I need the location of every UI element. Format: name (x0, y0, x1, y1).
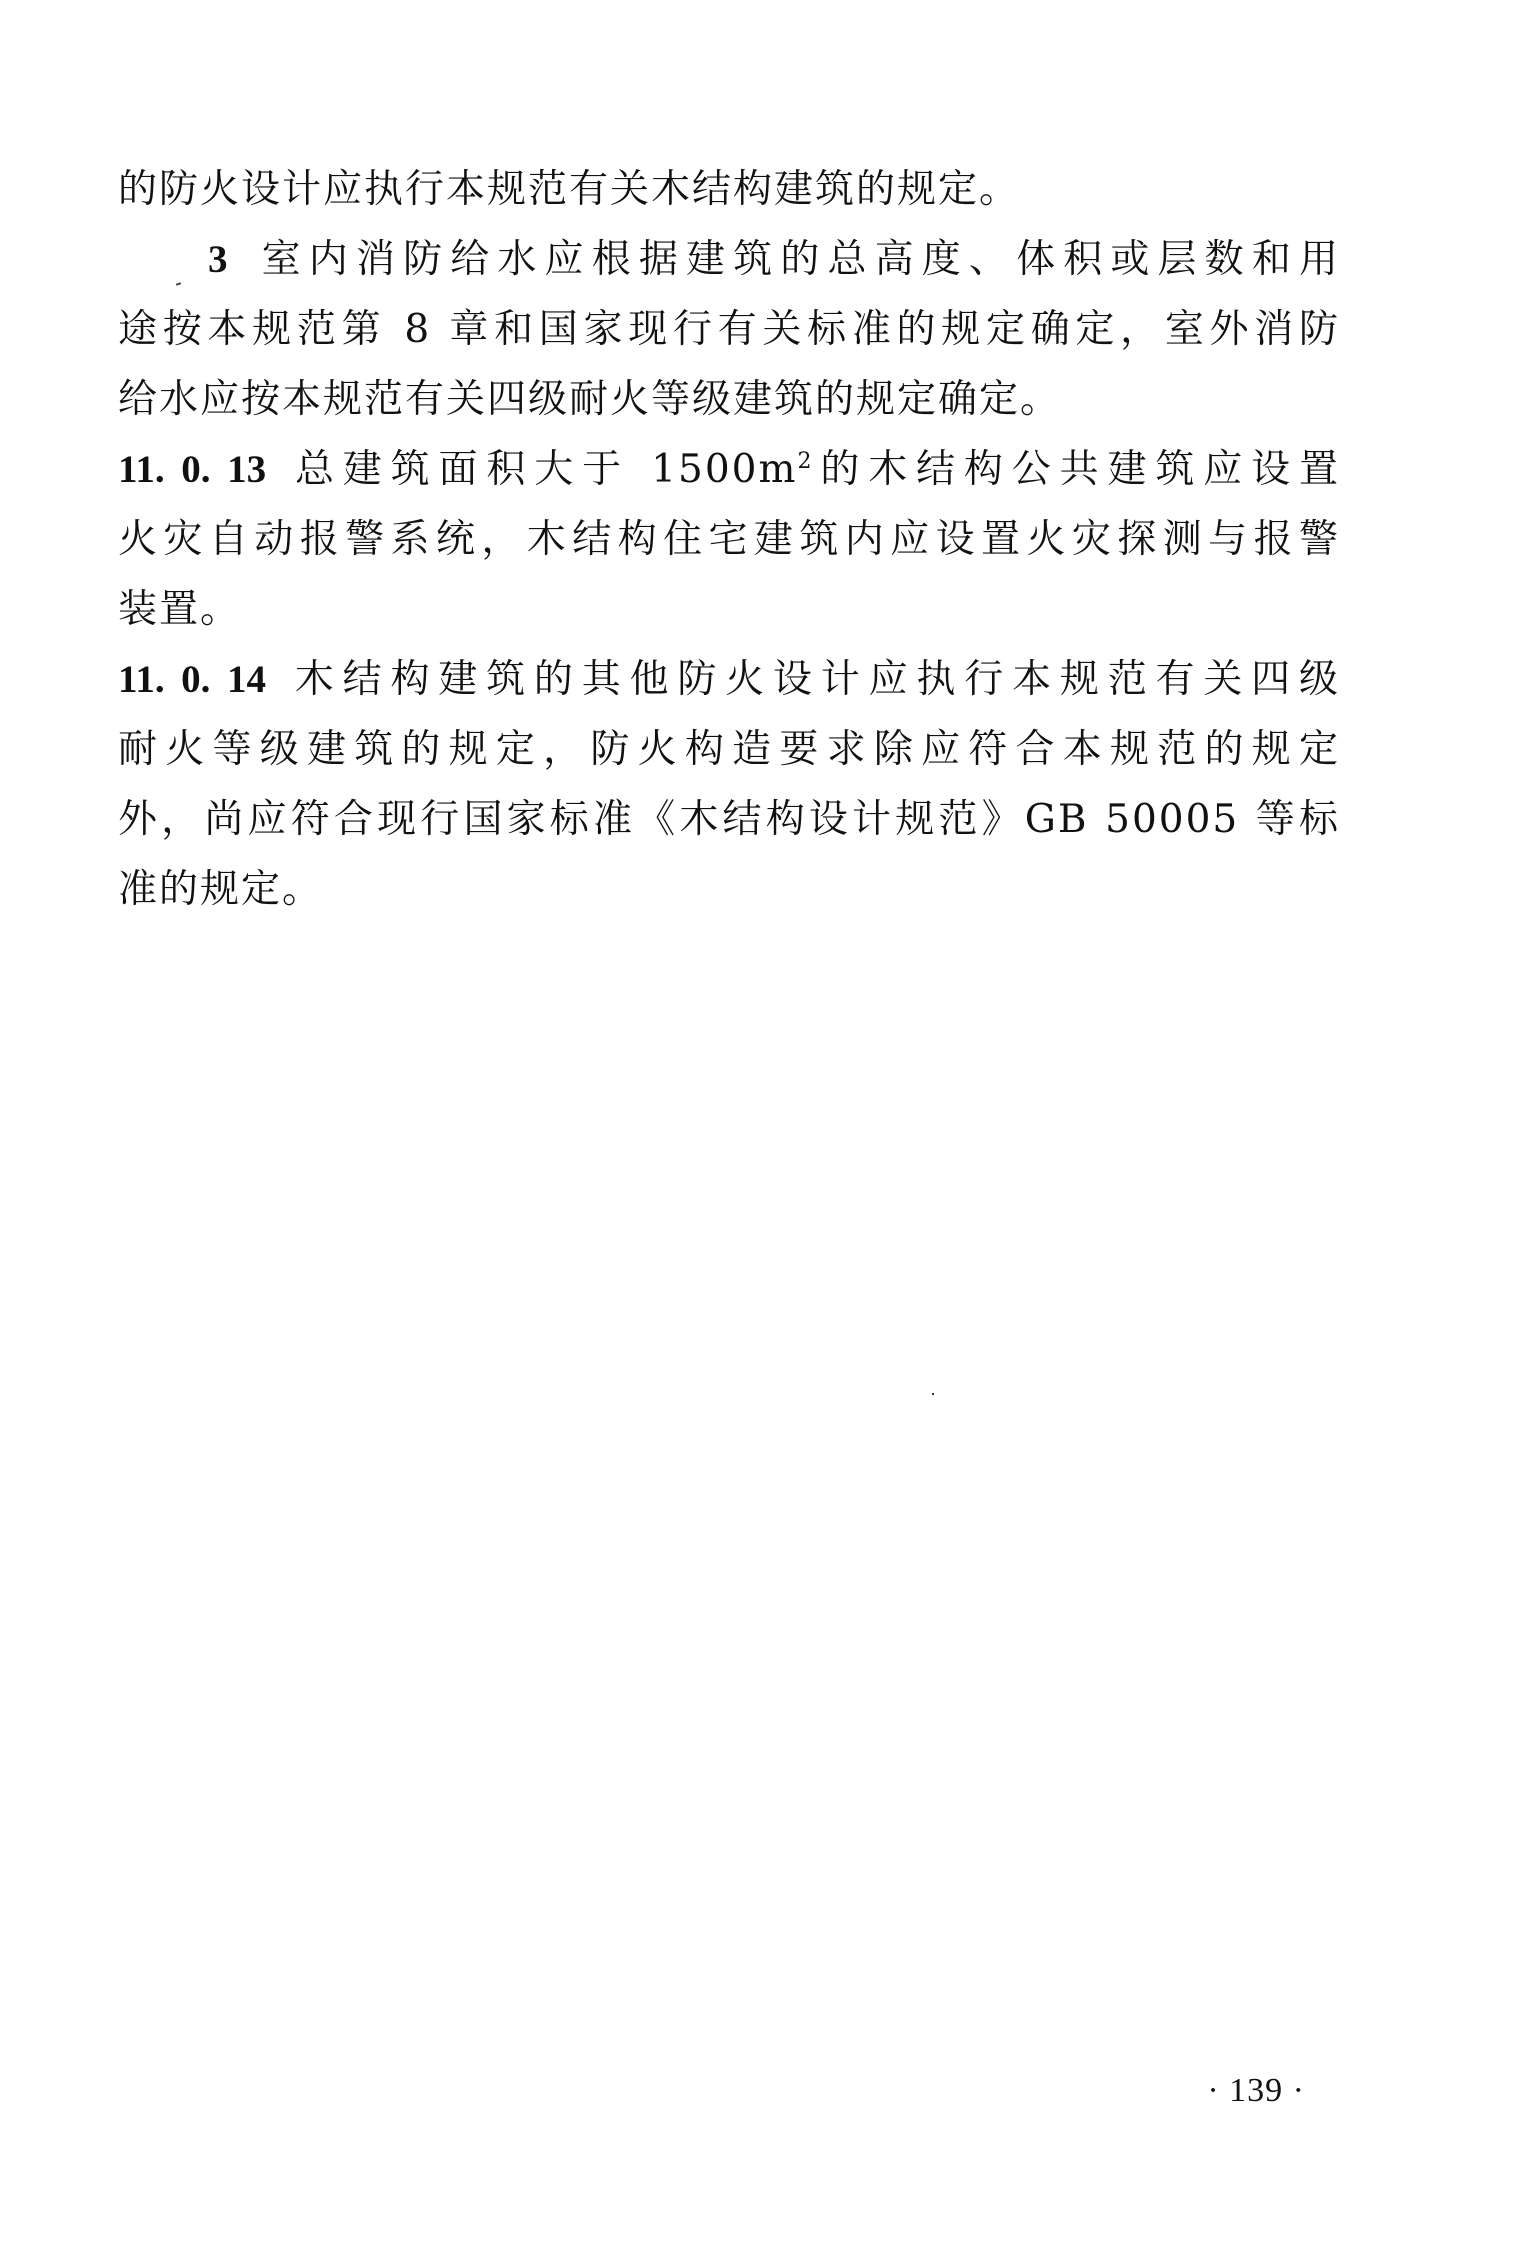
item-3-number: 3 (208, 238, 230, 281)
page-number: · 139 · (1207, 2072, 1305, 2109)
clause-11-0-14-line-4: 准的规定。 (118, 867, 324, 912)
continuation-line: 的防火设计应执行本规范有关木结构建筑的规定。 (118, 167, 1021, 212)
clause-11-0-14-line-1 (118, 645, 1340, 715)
clause-11-0-13-text-1b: 的木结构公共建筑应设置 (813, 447, 1340, 492)
clause-11-0-13-text-1a: 总建筑面积大于 1500m (288, 447, 798, 492)
clause-11-0-13-line-3: 装置。 (118, 587, 242, 632)
clause-11-0-14-line-3: 外，尚应符合现行国家标准《木结构设计规范》GB 50005 等标 (118, 797, 1340, 842)
item-3-line-1 (118, 225, 1340, 295)
item-3-text-1: 室内消防给水应根据建筑的总高度、体积或层数和用 (255, 237, 1340, 282)
item-3-line-2: 途按本规范第 8 章和国家现行有关标准的规定确定，室外消防 (118, 307, 1340, 352)
clause-11-0-14-number: 11. 0. 14 (118, 658, 266, 701)
superscript-2: 2 (797, 449, 814, 474)
clause-11-0-14-line-2: 耐火等级建筑的规定，防火构造要求除应符合本规范的规定 (118, 727, 1340, 772)
clause-11-0-13-number: 11. 0. 13 (118, 448, 267, 491)
clause-11-0-13-line-1 (118, 435, 1340, 505)
item-3-line-3: 给水应按本规范有关四级耐火等级建筑的规定确定。 (118, 377, 1062, 422)
stray-dot (932, 1393, 934, 1395)
clause-11-0-14-text-1: 木结构建筑的其他防火设计应执行本规范有关四级 (287, 657, 1340, 702)
body-text (118, 155, 1340, 925)
clause-11-0-13-line-2: 火灾自动报警系统，木结构住宅建筑内应设置火灾探测与报警 (118, 517, 1340, 562)
